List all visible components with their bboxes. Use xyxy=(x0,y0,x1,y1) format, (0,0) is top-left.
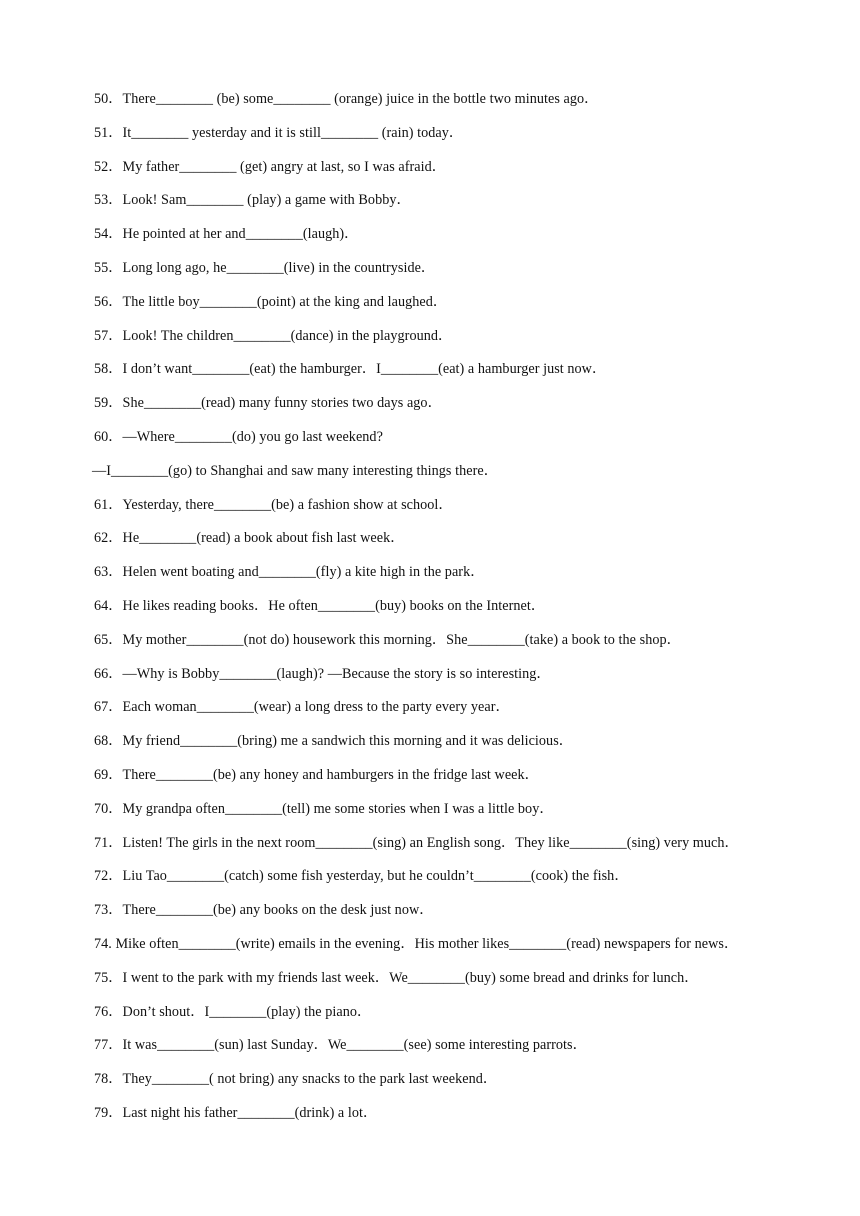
exercise-72: 72．Liu Tao________(catch) some fish yesterday, but he couldn’t________(cook) the fish． xyxy=(94,868,629,885)
exercise-52: 52．My father________ (get) angry at last, so I was afraid． xyxy=(94,158,446,175)
exercise-76: 76．Don’t shout．I________(play) the piano． xyxy=(94,1003,372,1020)
exercise-55: 55．Long long ago, he________(live) in the countryside． xyxy=(94,259,436,276)
exercise-61: 61．Yesterday, there________(be) a fashion show at school． xyxy=(94,496,453,513)
exercise-77: 77．It was________(sun) last Sunday．We________(see) some interesting parrots． xyxy=(94,1037,587,1054)
exercise-54: 54．He pointed at her and________(laugh)． xyxy=(94,226,359,243)
exercise-65: 65．My mother________(not do) housework this morning．She________(take) a book to the shop． xyxy=(94,631,681,648)
exercise-60-question: 60．—Where________(do) you go last weekend? xyxy=(94,428,383,445)
exercise-58: 58．I don’t want________(eat) the hamburger．I________(eat) a hamburger just now． xyxy=(94,361,607,378)
exercise-63: 63．Helen went boating and________(fly) a kite high in the park． xyxy=(94,564,485,581)
exercise-59: 59．She________(read) many funny stories two days ago． xyxy=(94,395,442,412)
exercise-64: 64．He likes reading books．He often________(buy) books on the Internet． xyxy=(94,597,546,614)
exercise-66: 66．—Why is Bobby________(laugh)? —Because the story is so interesting． xyxy=(94,665,551,682)
exercise-74: 74. Mike often________(write) emails in the evening．His mother likes________(read) newspapers for news． xyxy=(94,935,739,952)
exercise-list xyxy=(94,88,814,1136)
exercise-78: 78．They________( not bring) any snacks to the park last weekend． xyxy=(94,1071,498,1088)
exercise-68: 68．My friend________(bring) me a sandwich this morning and it was delicious． xyxy=(94,733,574,750)
exercise-75: 75．I went to the park with my friends last week．We________(buy) some bread and drinks for lunch． xyxy=(94,969,699,986)
exercise-62: 62．He________(read) a book about fish last week． xyxy=(94,530,405,547)
exercise-53: 53．Look! Sam________ (play) a game with Bobby． xyxy=(94,192,411,209)
exercise-67: 67．Each woman________(wear) a long dress to the party every year． xyxy=(94,699,510,716)
exercise-69: 69．There________(be) any honey and hamburgers in the fridge last week． xyxy=(94,766,539,783)
exercise-50: 50．There________ (be) some________ (orange) juice in the bottle two minutes ago． xyxy=(94,91,599,107)
exercise-57: 57．Look! The children________(dance) in the playground． xyxy=(94,327,453,344)
exercise-73: 73．There________(be) any books on the desk just now． xyxy=(94,902,434,919)
exercise-79: 79．Last night his father________(drink) a lot． xyxy=(94,1104,378,1121)
exercise-70: 70．My grandpa often________(tell) me some stories when I was a little boy． xyxy=(94,800,554,817)
exercise-60-answer: —I________(go) to Shanghai and saw many interesting things there． xyxy=(92,462,498,479)
exercise-71: 71．Listen! The girls in the next room________(sing) an English song．They like________(sing) very much． xyxy=(94,834,739,851)
exercise-56: 56．The little boy________(point) at the king and laughed． xyxy=(94,293,448,310)
exercise-51: 51．It________ yesterday and it is still________ (rain) today． xyxy=(94,124,464,141)
